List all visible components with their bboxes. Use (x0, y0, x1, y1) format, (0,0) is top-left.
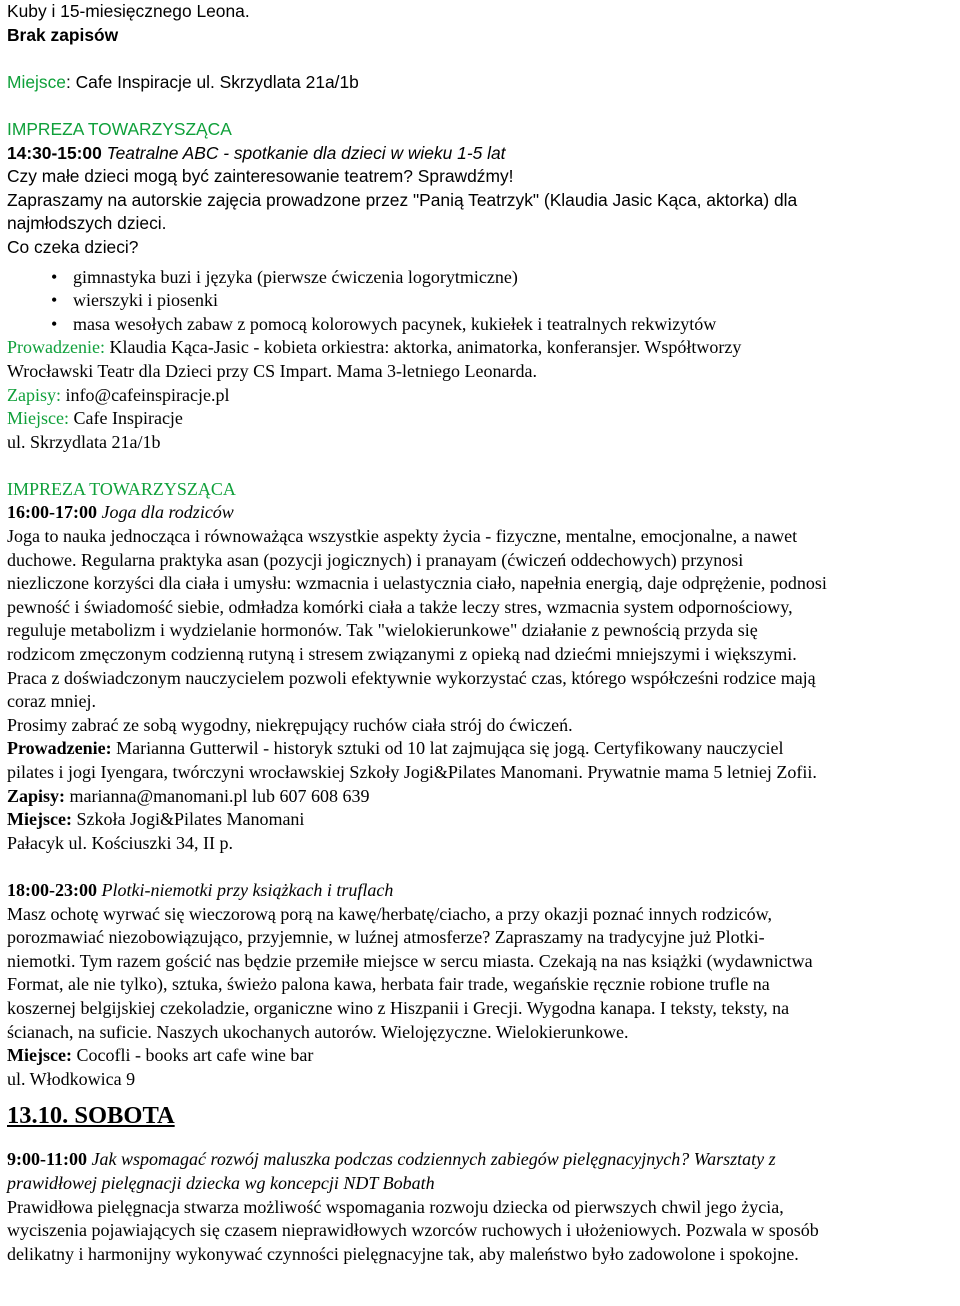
lead-value: Marianna Gutterwil - historyk sztuki od 10 lat zajmująca się jogą. Certyfikowany nauczyciel (111, 738, 784, 759)
event1-title: Teatralne ABC - spotkanie dla dzieci w wieku 1-5 lat (101, 142, 506, 163)
event2-text-line: coraz mniej. (7, 691, 96, 712)
signup-value: marianna@manomani.pl lub 607 608 639 (65, 785, 370, 806)
event1-text-line: Co czeka dzieci? (7, 236, 139, 257)
event3-address: ul. Włodkowica 9 (7, 1068, 136, 1089)
event2-lead-cont: pilates i jogi Iyengara, twórczyni wrocławskiej Szkoły Jogi&Pilates Manomani. Prywatnie mama 5 letniej Zofii. (7, 762, 817, 782)
place-label: Miejsce: (7, 408, 69, 429)
event4-title-cont: prawidłowej pielęgnacji dziecka wg koncepcji NDT Bobath (7, 1172, 435, 1193)
place-label: Miejsce: (7, 1045, 72, 1066)
intro-text: Kuby i 15-miesięcznego Leona. (7, 1, 250, 21)
place-label: Miejsce: (7, 809, 72, 830)
event3-text-line: Format, ale nie tylko), sztuka, świeżo palona kawa, herbata fair trade, wegańskie ręcznie robione trufle na (7, 974, 770, 995)
event1-signup (7, 384, 960, 408)
event2-text-line: Prosimy zabrać ze sobą wygodny, niekrępujący ruchów ciała strój do ćwiczeń. (7, 714, 573, 735)
signup-label: Zapisy: (7, 384, 61, 405)
signup-value: info@cafeinspiracje.pl (61, 384, 230, 405)
bullet-item: • masa wesołych zabaw z pomocą kolorowych pacynek, kukiełek i teatralnych rekwizytów (51, 313, 960, 337)
event1-text-line: Czy małe dzieci mogą być zainteresowanie teatrem? Sprawdźmy! (7, 166, 514, 187)
event2-text-line: rodzicom zmęczonym codzienną rutyną i stresem związanymi z opieką nad dziećmi mniejszymi i większymi. (7, 644, 797, 665)
event1-heading (7, 142, 960, 166)
event3-text-line: Masz ochotę wyrwać się wieczorową porą na kawę/herbatę/ciacho, a przy okazji poznać innych rodziców, (7, 903, 772, 924)
event1-address: ul. Skrzydlata 21a/1b (7, 431, 161, 452)
event4-text-line: Prawidłowa pielęgnacja stwarza możliwość wspomagania rozwoju dziecka od pierwszych chwil jego życia, (7, 1196, 784, 1217)
event3-heading (7, 879, 960, 903)
place-value: Cocofli - books art cafe wine bar (71, 1045, 314, 1066)
bullet-item: • wierszyki i piosenki (51, 289, 960, 313)
bullet-item: • gimnastyka buzi i języka (pierwsze ćwiczenia logorytmiczne) (51, 266, 960, 290)
place-value: Szkoła Jogi&Pilates Manomani (71, 809, 305, 830)
event3-place (7, 1044, 960, 1068)
event1-text-line: najmłodszych dzieci. (7, 213, 167, 234)
event2-text-line: niezliczone korzyści dla ciała i umysłu: wzmacnia i uelastycznia ciało, napełnia energią, daje odprężenie, podnosi (7, 573, 827, 594)
intro-place (7, 71, 960, 95)
event4-text-line: delikatny i harmonijny wykonywać czynności pielęgnacyjne tak, aby maleństwo było zadowolone i spokojne. (7, 1243, 799, 1264)
event3-text-line: porozmawiać niezobowiązująco, przyjemnie, w luźnej atmosferze? Zapraszamy na tradycyjne już Plotki- (7, 927, 765, 948)
event4-heading (7, 1148, 960, 1172)
event4-time: 9:00-11:00 (7, 1149, 87, 1170)
event2-text-line: reguluje metabolizm i wydzielanie hormonów. Tak "wielokierunkowe" działanie z pewnością przyda się (7, 620, 758, 641)
event3-text-line: koszernej belgijskiej czekoladzie, organiczne wino z Hiszpanii i Grecji. Wygodna kanapa. I teksty, teksty, na (7, 997, 790, 1018)
lead-label: Prowadzenie: (7, 337, 105, 358)
event3-time: 18:00-23:00 (7, 879, 97, 900)
signup-label: Zapisy: (7, 785, 66, 806)
event2-time: 16:00-17:00 (7, 502, 97, 523)
event1-place (7, 407, 960, 431)
event2-place (7, 808, 960, 832)
event2-address: Pałacyk ul. Kościuszki 34, II p. (7, 832, 233, 853)
event3-text-line: ścianach, na suficie. Naszych ukochanych autorów. Wielojęzyczne. Wielokierunkowe. (7, 1021, 629, 1042)
place-value: : Cafe Inspiracje ul. Skrzydlata 21a/1b (65, 71, 359, 92)
event2-heading (7, 501, 960, 525)
place-value: Cafe Inspiracje (68, 408, 183, 429)
event2-text-line: duchowe. Regularna praktyka asan (pozycji jogicznych) i pranayam (ćwiczeń oddechowych) przynosi (7, 549, 744, 570)
event2-tag: IMPREZA TOWARZYSZĄCA (7, 478, 236, 499)
event2-text-line: Praca z doświadczonym nauczycielem pozwoli efektywnie wykorzystać czas, którego współcześni rodzice mają (7, 667, 816, 688)
event4-title: Jak wspomagać rozwój maluszka podczas codziennych zabiegów pielęgnacyjnych? Warsztaty z (87, 1149, 776, 1170)
event1-lead-cont: Wrocławski Teatr dla Dzieci przy CS Impart. Mama 3-letniego Leonarda. (7, 360, 537, 381)
event3-title: Plotki-niemotki przy książkach i truflach (96, 879, 394, 900)
event2-title: Joga dla rodziców (96, 502, 234, 523)
no-signup-note: Brak zapisów (7, 24, 119, 45)
event1-tag: IMPREZA TOWARZYSZĄCA (7, 118, 232, 139)
day-heading: 13.10. SOBOTA (7, 1102, 175, 1130)
event1-bullet-list (7, 266, 960, 337)
lead-value: Klaudia Kąca-Jasic - kobieta orkiestra: aktorka, animatorka, konferansjer. Współtworzy (104, 337, 742, 358)
place-label: Miejsce (7, 71, 66, 92)
event1-time: 14:30-15:00 (7, 142, 102, 163)
event1-lead (7, 336, 960, 360)
event2-lead (7, 737, 960, 761)
event4-text-line: wyciszenia pojawiających się czasem nieprawidłowych wzorców ruchowych i ułożeniowych. Pozwala w sposób (7, 1220, 819, 1241)
event2-text-line: Joga to nauka jednocząca i równoważąca wszystkie aspekty życia - fizyczne, mentalne, emocjonalne, a nawet (7, 526, 798, 547)
event1-text-line: Zapraszamy na autorskie zajęcia prowadzone przez "Panią Teatrzyk" (Klaudia Jasic Kąca, aktorka) dla (7, 189, 798, 210)
event2-text-line: pewność i świadomość siebie, odmładza komórki ciała a także leczy stres, wzmacnia system odpornościowy, (7, 596, 793, 617)
event2-signup (7, 785, 960, 809)
lead-label: Prowadzenie: (7, 738, 112, 759)
event3-text-line: niemotki. Tym razem gościć nas będzie przemiłe miejsce w sercu miasta. Czekają na nas książki (wydawnictwa (7, 950, 813, 971)
